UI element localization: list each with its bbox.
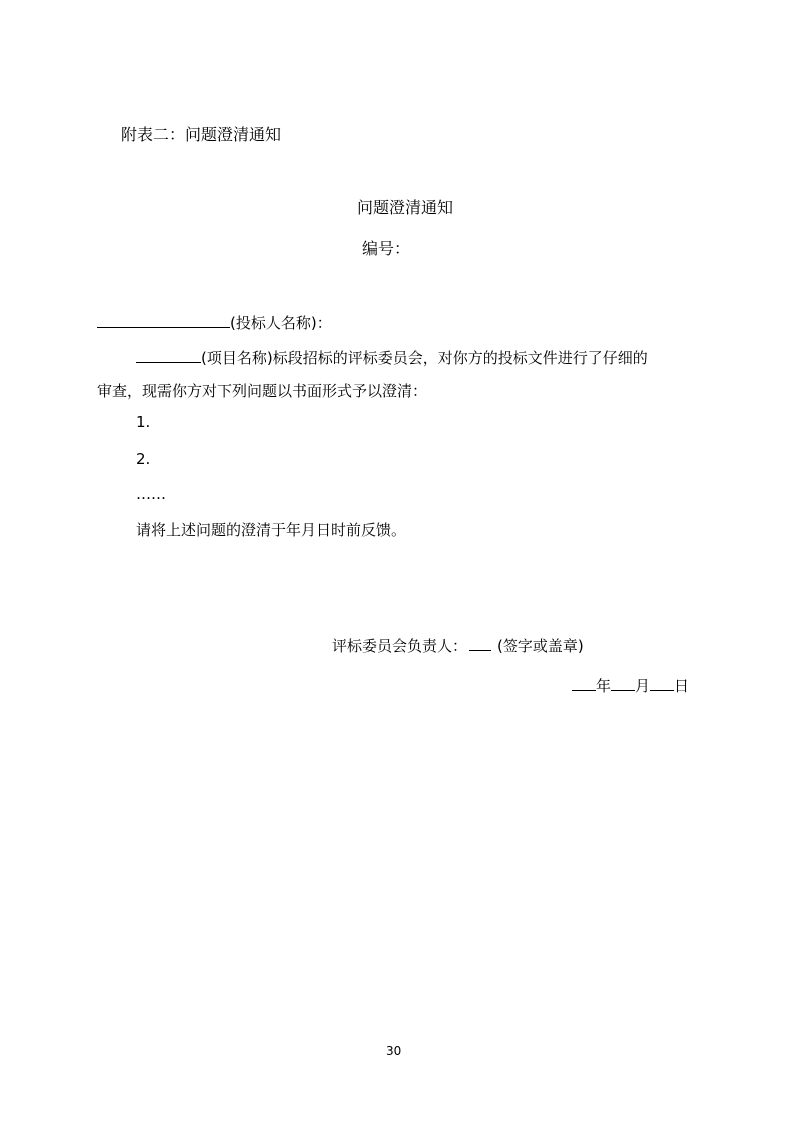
date-line <box>572 676 689 696</box>
addressee-suffix: (投标人名称)： <box>230 314 332 332</box>
addressee-line <box>97 313 332 333</box>
project-name-blank[interactable] <box>136 348 201 363</box>
item-1: 1. <box>136 413 151 431</box>
page-number: 30 <box>386 1044 402 1058</box>
ellipsis: …… <box>136 485 166 503</box>
date-month: 月 <box>635 677 651 695</box>
month-blank[interactable] <box>611 676 635 691</box>
date-year: 年 <box>596 677 612 695</box>
signer-note: (签字或盖章) <box>497 637 584 655</box>
signer-label: 评标委员会负责人： <box>332 637 468 655</box>
body-line-2: 审查，现需你方对下列问题以书面形式予以澄清： <box>97 382 428 400</box>
signer-blank[interactable] <box>469 636 491 651</box>
bidder-name-blank[interactable] <box>97 313 230 328</box>
appendix-heading: 附表二：问题澄清通知 <box>121 125 282 144</box>
document-title: 问题澄清通知 <box>357 198 454 217</box>
day-blank[interactable] <box>650 676 674 691</box>
signer-line <box>332 636 584 656</box>
number-label: 编号： <box>362 239 411 258</box>
body-line-1 <box>136 348 648 368</box>
year-blank[interactable] <box>572 676 596 691</box>
body-line-1-text: (项目名称)标段招标的评标委员会，对你方的投标文件进行了仔细的 <box>201 349 648 367</box>
feedback-line: 请将上述问题的澄清于年月日时前反馈。 <box>136 521 407 539</box>
date-day: 日 <box>674 677 690 695</box>
item-2: 2. <box>136 450 151 468</box>
